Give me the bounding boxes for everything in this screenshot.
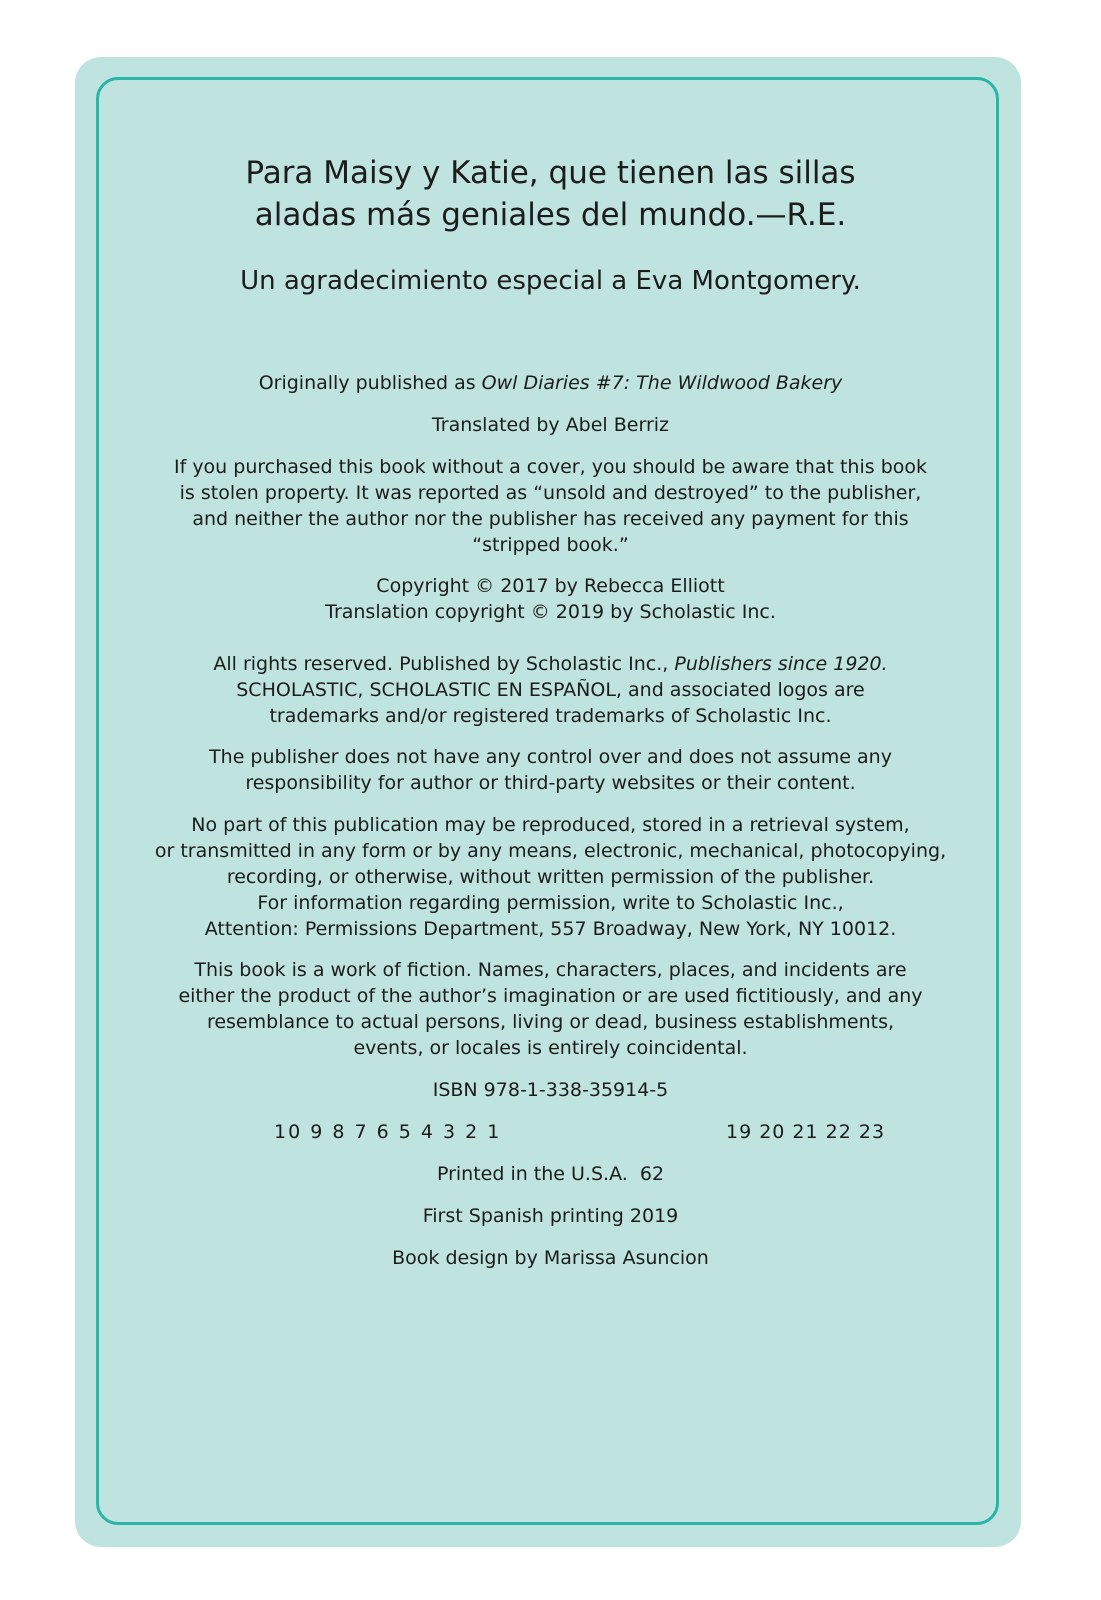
printed-in: Printed in the U.S.A. 62: [436, 1163, 665, 1185]
rights-line: [98, 651, 1003, 677]
notice-line: resemblance to actual persons, living or dead, business establishments,: [206, 1011, 895, 1033]
notice-line: This book is a work of fiction. Names, characters, places, and incidents are: [194, 959, 907, 981]
first-printing: First Spanish printing 2019: [422, 1205, 679, 1227]
year-numbers: 19 20 21 22 23: [726, 1121, 886, 1143]
original-publication: [98, 370, 1003, 396]
copyright-line: Copyright © 2017 by Rebecca Elliott: [376, 575, 725, 597]
notice-line: is stolen property. It was reported as “unsold and destroyed” to the publisher,: [179, 482, 922, 504]
translator-credit: Translated by Abel Berriz: [431, 414, 670, 436]
publisher-tagline: Publishers since 1920.: [674, 653, 888, 675]
original-publication-prefix: Originally published as: [258, 372, 482, 394]
notice-line: events, or locales is entirely coincidental.: [353, 1037, 748, 1059]
notice-line: If you purchased this book without a cover, you should be aware that this book: [173, 456, 928, 478]
notice-line: either the product of the author’s imagination or are used fictitiously, and any: [178, 985, 923, 1007]
stripped-book-notice: [98, 454, 1003, 558]
notice-line: and neither the author nor the publisher has received any payment for this: [192, 508, 909, 530]
notice-line: No part of this publication may be reproduced, stored in a retrieval system,: [191, 814, 910, 836]
original-title: Owl Diaries #7: The Wildwood Bakery: [481, 372, 843, 394]
notice-line: For information regarding permission, write to Scholastic Inc.,: [257, 892, 844, 914]
notice-line: or transmitted in any form or by any means, electronic, mechanical, photocopying,: [154, 840, 947, 862]
notice-line: recording, or otherwise, without written permission of the publisher.: [226, 866, 875, 888]
printing-numbers: 10 9 8 7 6 5 4 3 2 1: [274, 1121, 502, 1143]
rights-line: SCHOLASTIC, SCHOLASTIC EN ESPAÑOL, and associated logos are: [236, 679, 865, 701]
rights-line-prefix: All rights reserved. Published by Scholastic Inc.,: [213, 653, 675, 675]
dedication-line: aladas más geniales del mundo.—R.E.: [254, 197, 847, 233]
design-credit: Book design by Marissa Asuncion: [392, 1247, 709, 1269]
copyright-notice: [98, 573, 1003, 625]
notice-line: Attention: Permissions Department, 557 Broadway, New York, NY 10012.: [204, 918, 897, 940]
notice-line: The publisher does not have any control over and does not assume any: [209, 746, 892, 768]
dedication-line: Para Maisy y Katie, que tienen las sillas: [245, 155, 856, 191]
notice-line: “stripped book.”: [472, 534, 629, 556]
special-thanks: Un agradecimiento especial a Eva Montgomery.: [240, 266, 861, 296]
fiction-notice: [98, 957, 1003, 1061]
rights-line: trademarks and/or registered trademarks of Scholastic Inc.: [269, 705, 832, 727]
websites-notice: [98, 744, 1003, 796]
notice-line: responsibility for author or third-party websites or their content.: [245, 772, 856, 794]
reproduction-notice: [98, 812, 1003, 942]
isbn: ISBN 978-1-338-35914-5: [432, 1079, 669, 1101]
dedication: [98, 152, 1003, 236]
copyright-line: Translation copyright © 2019 by Scholastic Inc.: [325, 601, 776, 623]
rights-notice: [98, 651, 1003, 729]
